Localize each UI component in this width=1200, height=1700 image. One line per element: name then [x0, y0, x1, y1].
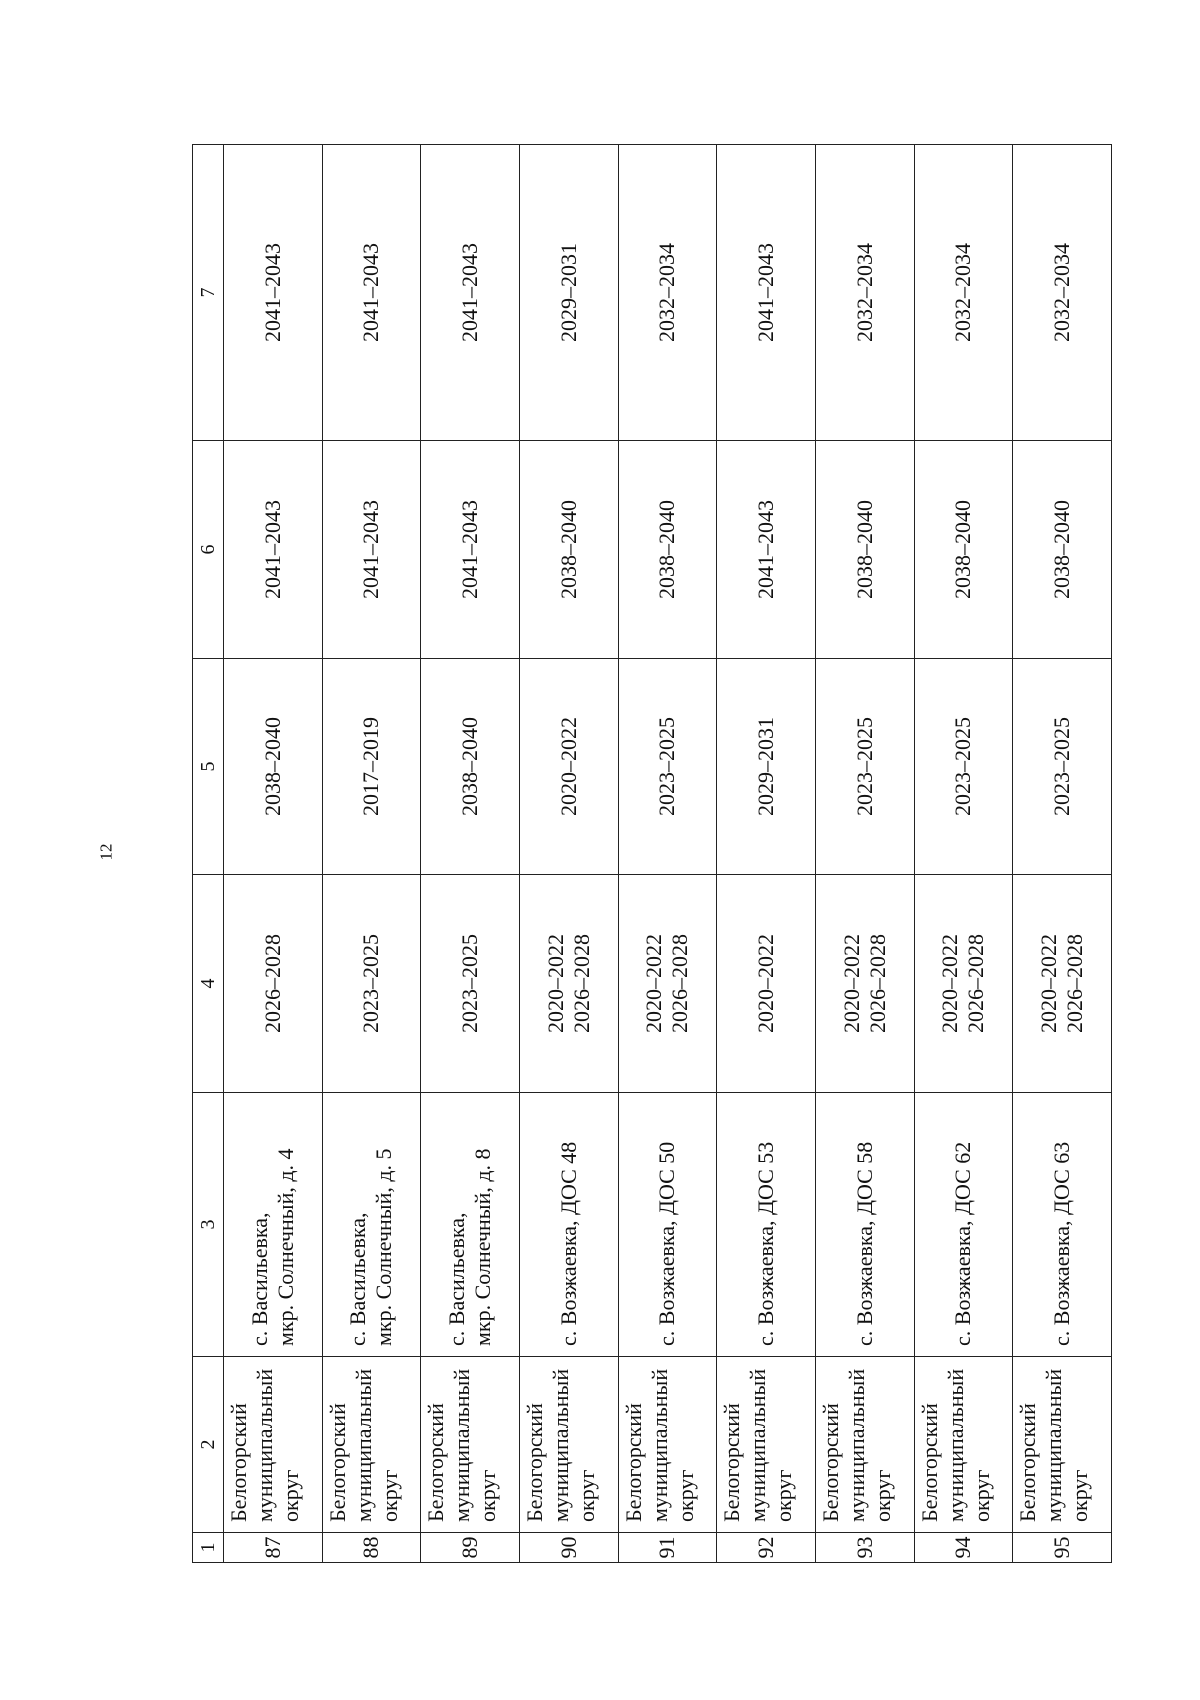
period-col6-cell: 2038–2040 [914, 441, 1013, 659]
district-cell-line: Белогорский [521, 1403, 547, 1522]
table-row [421, 145, 520, 1563]
period-col4-cell-line: 2026–2028 [1062, 934, 1088, 1033]
district-cell-line: округ [1067, 1469, 1093, 1522]
period-col7-cell: 2041–2043 [717, 145, 816, 441]
address-cell [322, 1093, 421, 1357]
period-col4-cell-line: 2020–2022 [1036, 934, 1062, 1033]
address-cell-line: с. Васильевка, [246, 1212, 272, 1346]
period-col6-cell: 2041–2043 [224, 441, 323, 659]
district-cell [815, 1357, 914, 1533]
column-header-7: 7 [193, 145, 224, 441]
table-row [224, 145, 323, 1563]
district-cell-line: округ [771, 1469, 797, 1522]
period-col4-cell [519, 875, 618, 1093]
district-cell-line: округ [376, 1469, 402, 1522]
address-cell-line: с. Васильевка, [444, 1212, 470, 1346]
district-cell [914, 1357, 1013, 1533]
period-col4-cell [914, 875, 1013, 1093]
period-col7-cell: 2032–2034 [1013, 145, 1112, 441]
page-number: 12 [96, 843, 116, 861]
period-col4-cell [1013, 875, 1112, 1093]
table-row [717, 145, 816, 1563]
period-col4-cell [421, 875, 520, 1093]
period-col4-cell-line: 2020–2022 [838, 934, 864, 1033]
address-cell-line: мкр. Солнечный, д. 4 [272, 1148, 298, 1346]
period-col6-cell: 2038–2040 [618, 441, 717, 659]
rotated-table-container [192, 145, 1112, 1563]
row-number: 90 [519, 1533, 618, 1563]
period-col6-cell: 2041–2043 [717, 441, 816, 659]
period-col4-cell-line: 2020–2022 [753, 934, 779, 1033]
address-cell [1013, 1093, 1112, 1357]
period-col6-cell: 2038–2040 [1013, 441, 1112, 659]
district-cell-line: муниципальный [745, 1368, 771, 1522]
district-cell-line: муниципальный [646, 1368, 672, 1522]
address-cell-line: с. Возжаевка, ДОС 62 [950, 1141, 976, 1346]
district-cell-line: округ [869, 1469, 895, 1522]
period-col4-cell-line: 2023–2025 [358, 934, 384, 1033]
period-col7-cell: 2032–2034 [914, 145, 1013, 441]
table-row [1013, 145, 1112, 1563]
row-number: 95 [1013, 1533, 1112, 1563]
address-cell [618, 1093, 717, 1357]
row-number: 89 [421, 1533, 520, 1563]
column-header-3: 3 [193, 1093, 224, 1357]
address-cell-line: с. Возжаевка, ДОС 53 [753, 1141, 779, 1346]
address-cell [914, 1093, 1013, 1357]
district-cell-line: Белогорский [817, 1403, 843, 1522]
district-cell-line: Белогорский [226, 1403, 251, 1522]
district-cell-line: муниципальный [252, 1368, 277, 1522]
address-cell-line: мкр. Солнечный, д. 5 [371, 1148, 397, 1346]
district-cell-line: округ [672, 1469, 698, 1522]
district-cell-line: Белогорский [620, 1403, 646, 1522]
address-cell-line: мкр. Солнечный, д. 8 [470, 1148, 496, 1346]
district-cell-line: муниципальный [449, 1368, 475, 1522]
address-cell [519, 1093, 618, 1357]
table-row [519, 145, 618, 1563]
period-col7-cell: 2041–2043 [224, 145, 323, 441]
address-cell [421, 1093, 520, 1357]
row-number: 91 [618, 1533, 717, 1563]
address-cell-line: с. Васильевка, [345, 1212, 371, 1346]
row-number: 88 [322, 1533, 421, 1563]
table-row [914, 145, 1013, 1563]
period-col6-cell: 2038–2040 [519, 441, 618, 659]
period-col5-cell: 2023–2025 [618, 659, 717, 875]
period-col7-cell: 2032–2034 [618, 145, 717, 441]
table-row [322, 145, 421, 1563]
period-col5-cell: 2023–2025 [1013, 659, 1112, 875]
table-row [618, 145, 717, 1563]
district-cell-line: округ [278, 1469, 303, 1522]
period-col4-cell-line: 2020–2022 [641, 934, 667, 1033]
period-col4-cell-line: 2023–2025 [457, 934, 483, 1033]
period-col6-cell: 2038–2040 [815, 441, 914, 659]
period-col4-cell-line: 2020–2022 [937, 934, 963, 1033]
table-row [815, 145, 914, 1563]
header-row [193, 145, 224, 1563]
period-col4-cell-line: 2026–2028 [864, 934, 890, 1033]
table-wrapper [192, 145, 1112, 1563]
row-number: 87 [224, 1533, 323, 1563]
row-number: 93 [815, 1533, 914, 1563]
district-cell [322, 1357, 421, 1533]
period-col4-cell-line: 2026–2028 [568, 934, 594, 1033]
period-col5-cell: 2038–2040 [421, 659, 520, 875]
period-col4-cell-line: 2020–2022 [542, 934, 568, 1033]
district-cell [618, 1357, 717, 1533]
district-cell-line: муниципальный [350, 1368, 376, 1522]
period-col5-cell: 2020–2022 [519, 659, 618, 875]
column-header-4: 4 [193, 875, 224, 1093]
address-cell-line: с. Возжаевка, ДОС 50 [654, 1141, 680, 1346]
district-cell-line: муниципальный [1041, 1368, 1067, 1522]
period-col5-cell: 2023–2025 [914, 659, 1013, 875]
period-col7-cell: 2041–2043 [421, 145, 520, 441]
district-cell-line: муниципальный [942, 1368, 968, 1522]
row-number: 94 [914, 1533, 1013, 1563]
schedule-table [192, 144, 1112, 1563]
period-col5-cell: 2029–2031 [717, 659, 816, 875]
district-cell [1013, 1357, 1112, 1533]
district-cell [717, 1357, 816, 1533]
period-col7-cell: 2029–2031 [519, 145, 618, 441]
address-cell-line: с. Возжаевка, ДОС 48 [555, 1141, 581, 1346]
address-cell [717, 1093, 816, 1357]
address-cell [224, 1093, 323, 1357]
period-col4-cell [618, 875, 717, 1093]
column-header-2: 2 [193, 1357, 224, 1533]
period-col4-cell [224, 875, 323, 1093]
period-col4-cell [717, 875, 816, 1093]
district-cell-line: округ [573, 1469, 599, 1522]
period-col5-cell: 2017–2019 [322, 659, 421, 875]
row-number: 92 [717, 1533, 816, 1563]
period-col5-cell: 2023–2025 [815, 659, 914, 875]
column-header-1: 1 [193, 1533, 224, 1563]
district-cell-line: округ [475, 1469, 501, 1522]
district-cell-line: округ [968, 1469, 994, 1522]
address-cell [815, 1093, 914, 1357]
district-cell-line: Белогорский [423, 1403, 449, 1522]
period-col5-cell: 2038–2040 [224, 659, 323, 875]
period-col6-cell: 2041–2043 [421, 441, 520, 659]
period-col7-cell: 2032–2034 [815, 145, 914, 441]
period-col4-cell-line: 2026–2028 [259, 934, 285, 1033]
district-cell [519, 1357, 618, 1533]
period-col4-cell [322, 875, 421, 1093]
district-cell-line: Белогорский [719, 1403, 745, 1522]
district-cell-line: муниципальный [843, 1368, 869, 1522]
period-col4-cell [815, 875, 914, 1093]
period-col4-cell-line: 2026–2028 [667, 934, 693, 1033]
period-col7-cell: 2041–2043 [322, 145, 421, 441]
district-cell-line: Белогорский [916, 1403, 942, 1522]
table-body [224, 145, 1112, 1563]
column-header-6: 6 [193, 441, 224, 659]
district-cell-line: муниципальный [547, 1368, 573, 1522]
period-col4-cell-line: 2026–2028 [963, 934, 989, 1033]
district-cell-line: Белогорский [324, 1403, 350, 1522]
period-col6-cell: 2041–2043 [322, 441, 421, 659]
column-header-5: 5 [193, 659, 224, 875]
address-cell-line: с. Возжаевка, ДОС 63 [1049, 1141, 1075, 1346]
district-cell [421, 1357, 520, 1533]
district-cell-line: Белогорский [1015, 1403, 1041, 1522]
address-cell-line: с. Возжаевка, ДОС 58 [851, 1141, 877, 1346]
district-cell [224, 1357, 323, 1533]
